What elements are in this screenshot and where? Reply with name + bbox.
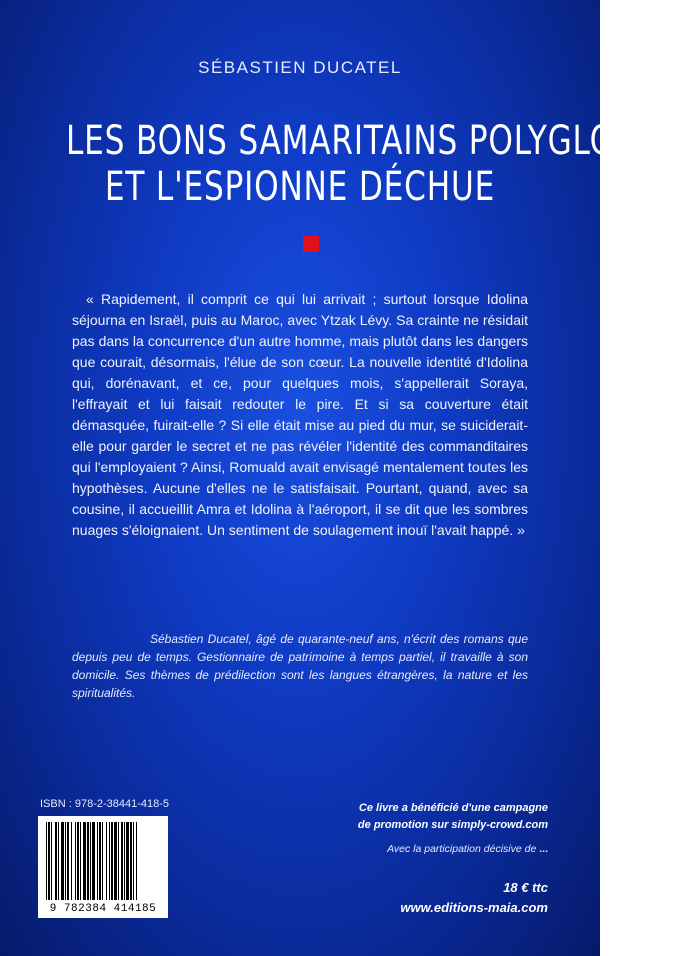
participation-text: Avec la participation décisive de: [387, 843, 537, 855]
barcode-bar: [99, 822, 101, 900]
barcode-bar: [124, 822, 125, 900]
barcode-bar: [130, 822, 132, 900]
promo-line-2: de promotion sur simply-crowd.com: [357, 819, 548, 831]
barcode-bar: [46, 822, 47, 900]
barcode-bar: [136, 822, 137, 900]
barcode-bar: [65, 822, 66, 900]
title-line-1: LES BONS SAMARITAINS POLYGLOTTES: [66, 118, 695, 164]
barcode-bar: [77, 822, 79, 900]
barcode-bar: [67, 822, 69, 900]
book-excerpt: « Rapidement, il comprit ce qui lui arrivait ; surtout lorsque Idolina séjourna en Israël, puis au Maroc, avec Ytzak Lévy. Sa crainte ne résidait pas dans la concurrence d'un autre homme, mais plutôt dans les dangers que courait, désormais, l'élue de son cœur. La nouvelle identité d'Idolina qui, dorénavant, et ce, pour quelques mois, s'appellerait Soraya, l'effrayait et lui faisait redouter le pire. Et si sa couverture était démasquée, fuirait-elle ? Si elle était mise au pied du mur, se suiciderait-elle pour garder le secret et ne pas révéler l'identité des commanditaires qui l'employaient ? Ainsi, Romuald avait envisagé mentalement toutes les hypothèses. Aucune d'elles ne le satisfaisait. Pourtant, quand, avec sa cousine, il accueillit Amra et Idolina à l'aéroport, il se dit que les sombres nuages s'éloignaient. Un sentiment de soulagement inouï l'avait happé. »: [72, 291, 528, 538]
barcode-bar: [71, 822, 72, 900]
participation-suffix: ...: [539, 843, 548, 855]
barcode-bars-icon: [44, 822, 162, 900]
barcode-bar: [55, 822, 57, 900]
isbn-label: ISBN : 978-2-38441-418-5: [40, 798, 170, 810]
barcode-bar: [118, 822, 119, 900]
participation-note: [387, 843, 548, 855]
title-line-2: ET L'ESPIONNE DÉCHUE: [104, 164, 496, 210]
barcode-bar: [126, 822, 129, 900]
barcode-bar: [106, 822, 107, 900]
author-name: SÉBASTIEN DUCATEL: [198, 58, 402, 77]
author-bio: Sébastien Ducatel, âgé de quarante-neuf ans, n'écrit des romans que depuis peu de temps. Gestionnaire de patrimoine à temps partiel, il travaille à son domicile. Ses thèmes de prédilection sont les langues étrangères, la nature et les spiritualités.: [72, 632, 528, 700]
barcode-bar: [75, 822, 76, 900]
barcode-bar: [102, 822, 103, 900]
barcode-bar: [133, 822, 134, 900]
barcode-bar: [83, 822, 86, 900]
barcode-bar: [111, 822, 113, 900]
barcode-bar: [87, 822, 89, 900]
barcode-bar: [51, 822, 52, 900]
barcode-bar: [97, 822, 98, 900]
price: 18 € ttc: [503, 880, 548, 895]
barcode-bar: [114, 822, 117, 900]
barcode-bar: [58, 822, 59, 900]
barcode-bar: [61, 822, 64, 900]
red-square-ornament: [303, 236, 319, 252]
barcode-bar: [90, 822, 91, 900]
barcode-bar: [109, 822, 110, 900]
promo-note: [328, 800, 548, 834]
barcode-digits: 9 782384 414185: [49, 903, 157, 915]
promo-line-1: Ce livre a bénéficié d'une campagne: [358, 802, 548, 814]
book-title: [66, 118, 695, 210]
barcode-bar: [92, 822, 95, 900]
barcode-bar: [121, 822, 123, 900]
barcode: [38, 816, 168, 918]
publisher-website: www.editions-maia.com: [400, 900, 548, 915]
barcode-bar: [80, 822, 81, 900]
barcode-bar: [48, 822, 50, 900]
